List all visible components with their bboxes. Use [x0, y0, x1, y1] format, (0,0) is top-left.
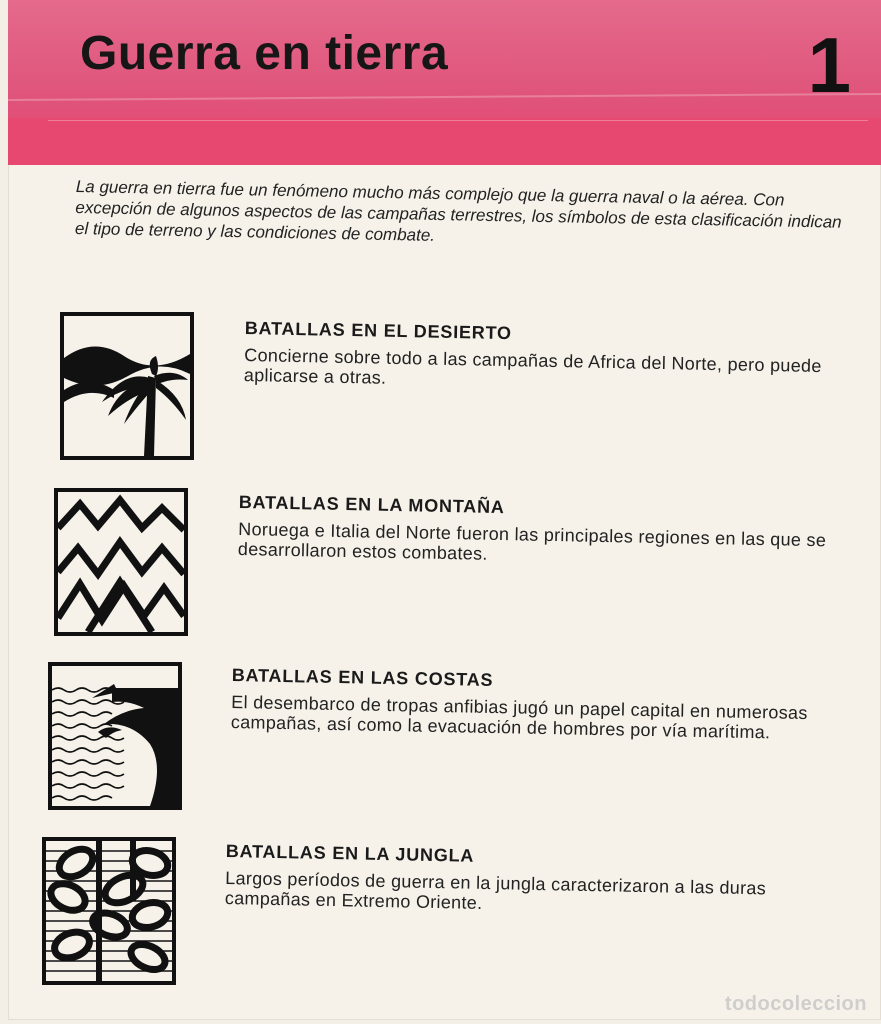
mountain-icon — [54, 488, 188, 636]
desert-palm-icon — [60, 312, 194, 460]
section-title: BATALLAS EN LA JUNGLA — [225, 841, 475, 866]
intro-paragraph: La guerra en tierra fue un fenómeno mucho más complejo que la guerra naval o la aérea. Con excepción de algunos aspectos de las campañas terrestres, los símbolos de esta clasificación indican el tipo de terreno y las condiciones de combate. — [74, 176, 842, 245]
section-body: Largos períodos de guerra en la jungla caracterizaron a las duras campañas en Extremo Oriente. — [224, 867, 767, 913]
watermark: todocoleccion — [724, 993, 867, 1015]
section-body: Concierne sobre todo a las campañas de Africa del Norte, pero puede aplicarse a otras. — [243, 344, 822, 388]
header-banner — [8, 0, 881, 165]
page-title: Guerra en tierra — [80, 27, 449, 80]
card-number: 1 — [807, 21, 851, 109]
jungle-leaves-icon — [42, 837, 176, 985]
section-title: BATALLAS EN LA MONTAÑA — [238, 492, 505, 518]
section-body: El desembarco de tropas anfibias jugó un papel capital en numerosas campañas, así como la evacuación de hombres por vía marítima. — [230, 691, 808, 743]
section-body: Noruega e Italia del Norte fueron las principales regiones en las que se desarrollaron estos combates. — [237, 518, 827, 564]
section-title: BATALLAS EN LAS COSTAS — [231, 665, 494, 691]
card — [8, 0, 881, 1020]
coast-wave-icon — [48, 662, 182, 810]
section-title: BATALLAS EN EL DESIERTO — [244, 318, 513, 344]
